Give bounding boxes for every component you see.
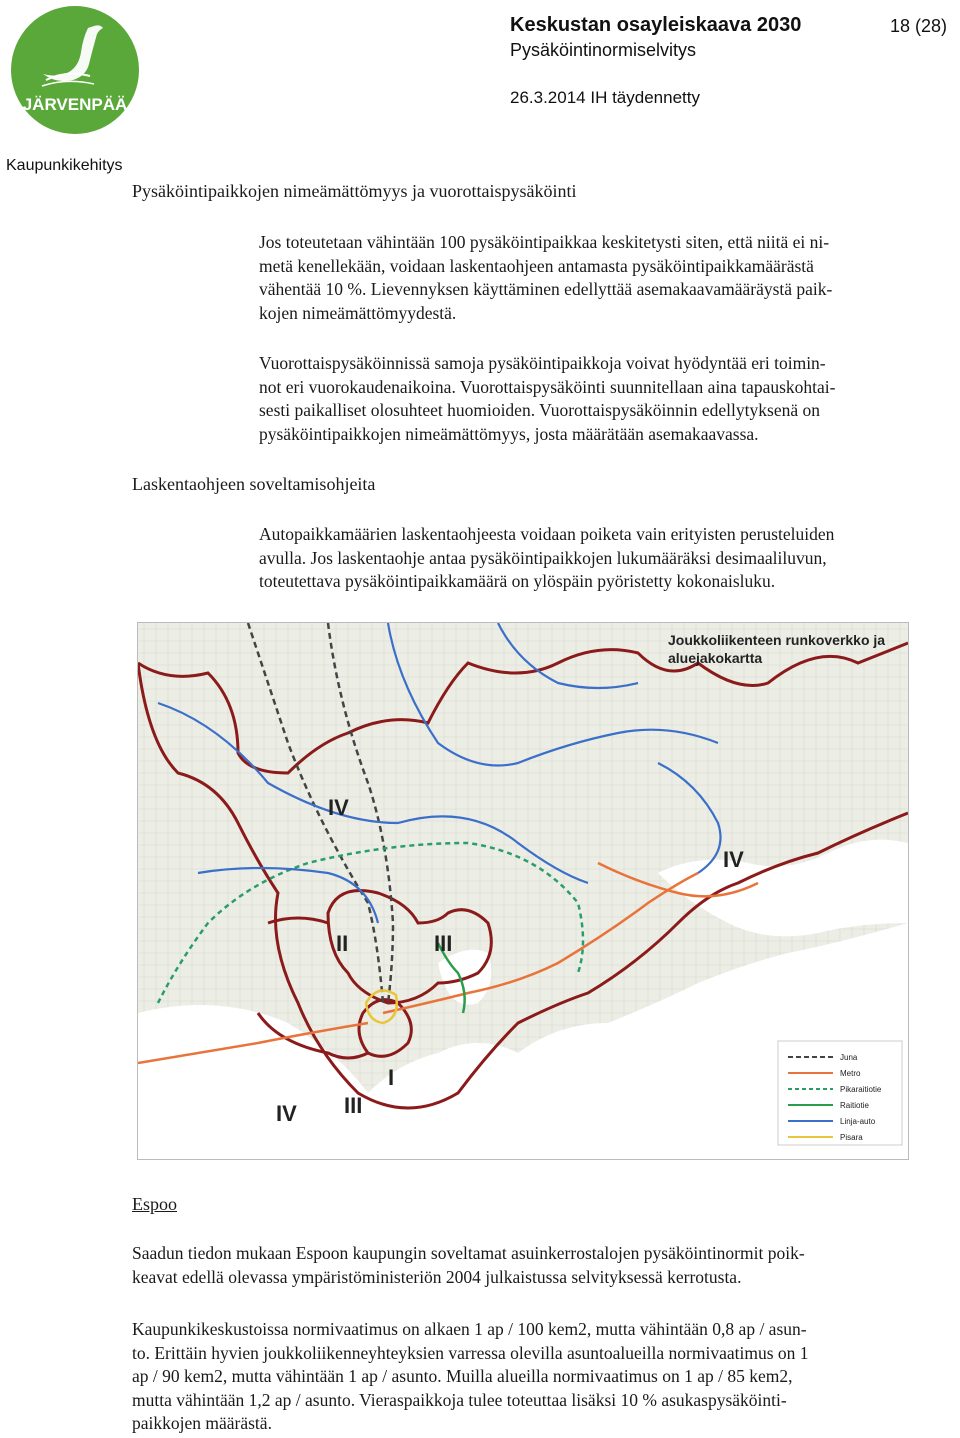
legend-label-pisara: Pisara — [840, 1133, 863, 1142]
paragraph-soveltamisohjeita: Autopaikkamäärien laskentaohjeesta voidaan poiketa vain erityisten perusteluiden avulla. Jos laskentaohje antaa pysäköintipaikkojen lukumääräksi desimaaliluvun, toteutettava pysäköintipaikkamäärä on ylöspäin pyöristetty kokonaisluku. — [259, 524, 835, 592]
logo-text: JÄRVENPÄÄ — [22, 95, 128, 114]
section-heading-nimeamattomyys: Pysäköintipaikkojen nimeämättömyys ja vuorottaispysäköinti — [132, 181, 577, 201]
paragraph-vuorottaispysakointi: Vuorottaispysäköinnissä samoja pysäköintipaikkoja voivat hyödyntää eri toimin- not eri vuorokaudenaikoina. Vuorottaispysäköinti suunnitellaan aina tapauskohtai- sesti paikalliset olosuhteet huomioiden. Vuorottaispysäköinnin edellytyksenä on pysäköintipaikkojen nimeämättömyys, josta määrätään asemakaavassa. — [259, 353, 836, 444]
zone-label: IV — [328, 795, 349, 820]
zone-label: II — [336, 931, 349, 956]
legend-label-pikaraitiotie: Pikaraitiotie — [840, 1085, 882, 1094]
legend-label-linja-auto: Linja-auto — [840, 1117, 876, 1126]
zone-label: IV — [723, 847, 744, 872]
document-date: 26.3.2014 IH täydennetty — [510, 88, 700, 107]
paragraph-espoo-normit: Kaupunkikeskustoissa normivaatimus on alkaen 1 ap / 100 kem2, mutta vähintään 0,8 ap / asun- to. Erittäin hyvien joukkoliikenneyhteyksien varressa olevilla asuntoalueilla normivaatimus on 1 ap / 90 kem2, mutta vähintään 1 ap / asunto. Muilla alueilla normivaatimus on 1 ap / 85 kem2, mutta vähintään 1,2 ap / asunto. Vieraspaikkoja tulee toteuttaa lisäksi 10 % asukaspysäköinti- paikkojen määrästä. — [132, 1319, 809, 1434]
paragraph-espoo-intro: Saadun tiedon mukaan Espoon kaupungin soveltamat asuinkerrostalojen pysäköintinormit poik- keavat edellä olevassa ympäristöministeriön 2004 julkaistussa selvityksessä kerrotusta. — [132, 1243, 805, 1287]
legend-label-metro: Metro — [840, 1069, 861, 1078]
section-heading-soveltamisohjeita: Laskentaohjeen soveltamisohjeita — [132, 474, 376, 494]
document-title: Keskustan osayleiskaava 2030 — [510, 14, 802, 36]
map-title-line2: aluejakokartta — [668, 650, 763, 666]
department-label: Kaupunkikehitys — [6, 157, 123, 174]
legend-label-juna: Juna — [840, 1053, 858, 1062]
paragraph-nimeamattomyys: Jos toteutetaan vähintään 100 pysäköintipaikkaa keskitetysti siten, että niitä ei ni- metä kenellekään, voidaan laskentaohjeen antamasta pysäköintipaikkamäärästä vähentää 10 %. Lievennyksen käyttäminen edellyttää asemakaavamääräystä paik- kojen nimeämättömyydestä. — [259, 232, 833, 323]
section-heading-espoo: Espoo — [132, 1194, 177, 1214]
document-subtitle: Pysäköintinormiselvitys — [510, 40, 697, 60]
zone-label: IV — [276, 1101, 297, 1126]
map-title-line1: Joukkoliikenteen runkoverkko ja — [668, 632, 886, 648]
jarvenpaa-logo — [8, 4, 142, 136]
zone-label: III — [344, 1093, 363, 1118]
legend-label-raitiotie: Raitiotie — [840, 1101, 869, 1110]
zone-label: III — [434, 931, 453, 956]
zone-label: I — [388, 1065, 395, 1090]
page-number: 18 (28) — [890, 16, 948, 36]
transit-network-map — [137, 622, 909, 1160]
map-legend — [778, 1041, 902, 1145]
